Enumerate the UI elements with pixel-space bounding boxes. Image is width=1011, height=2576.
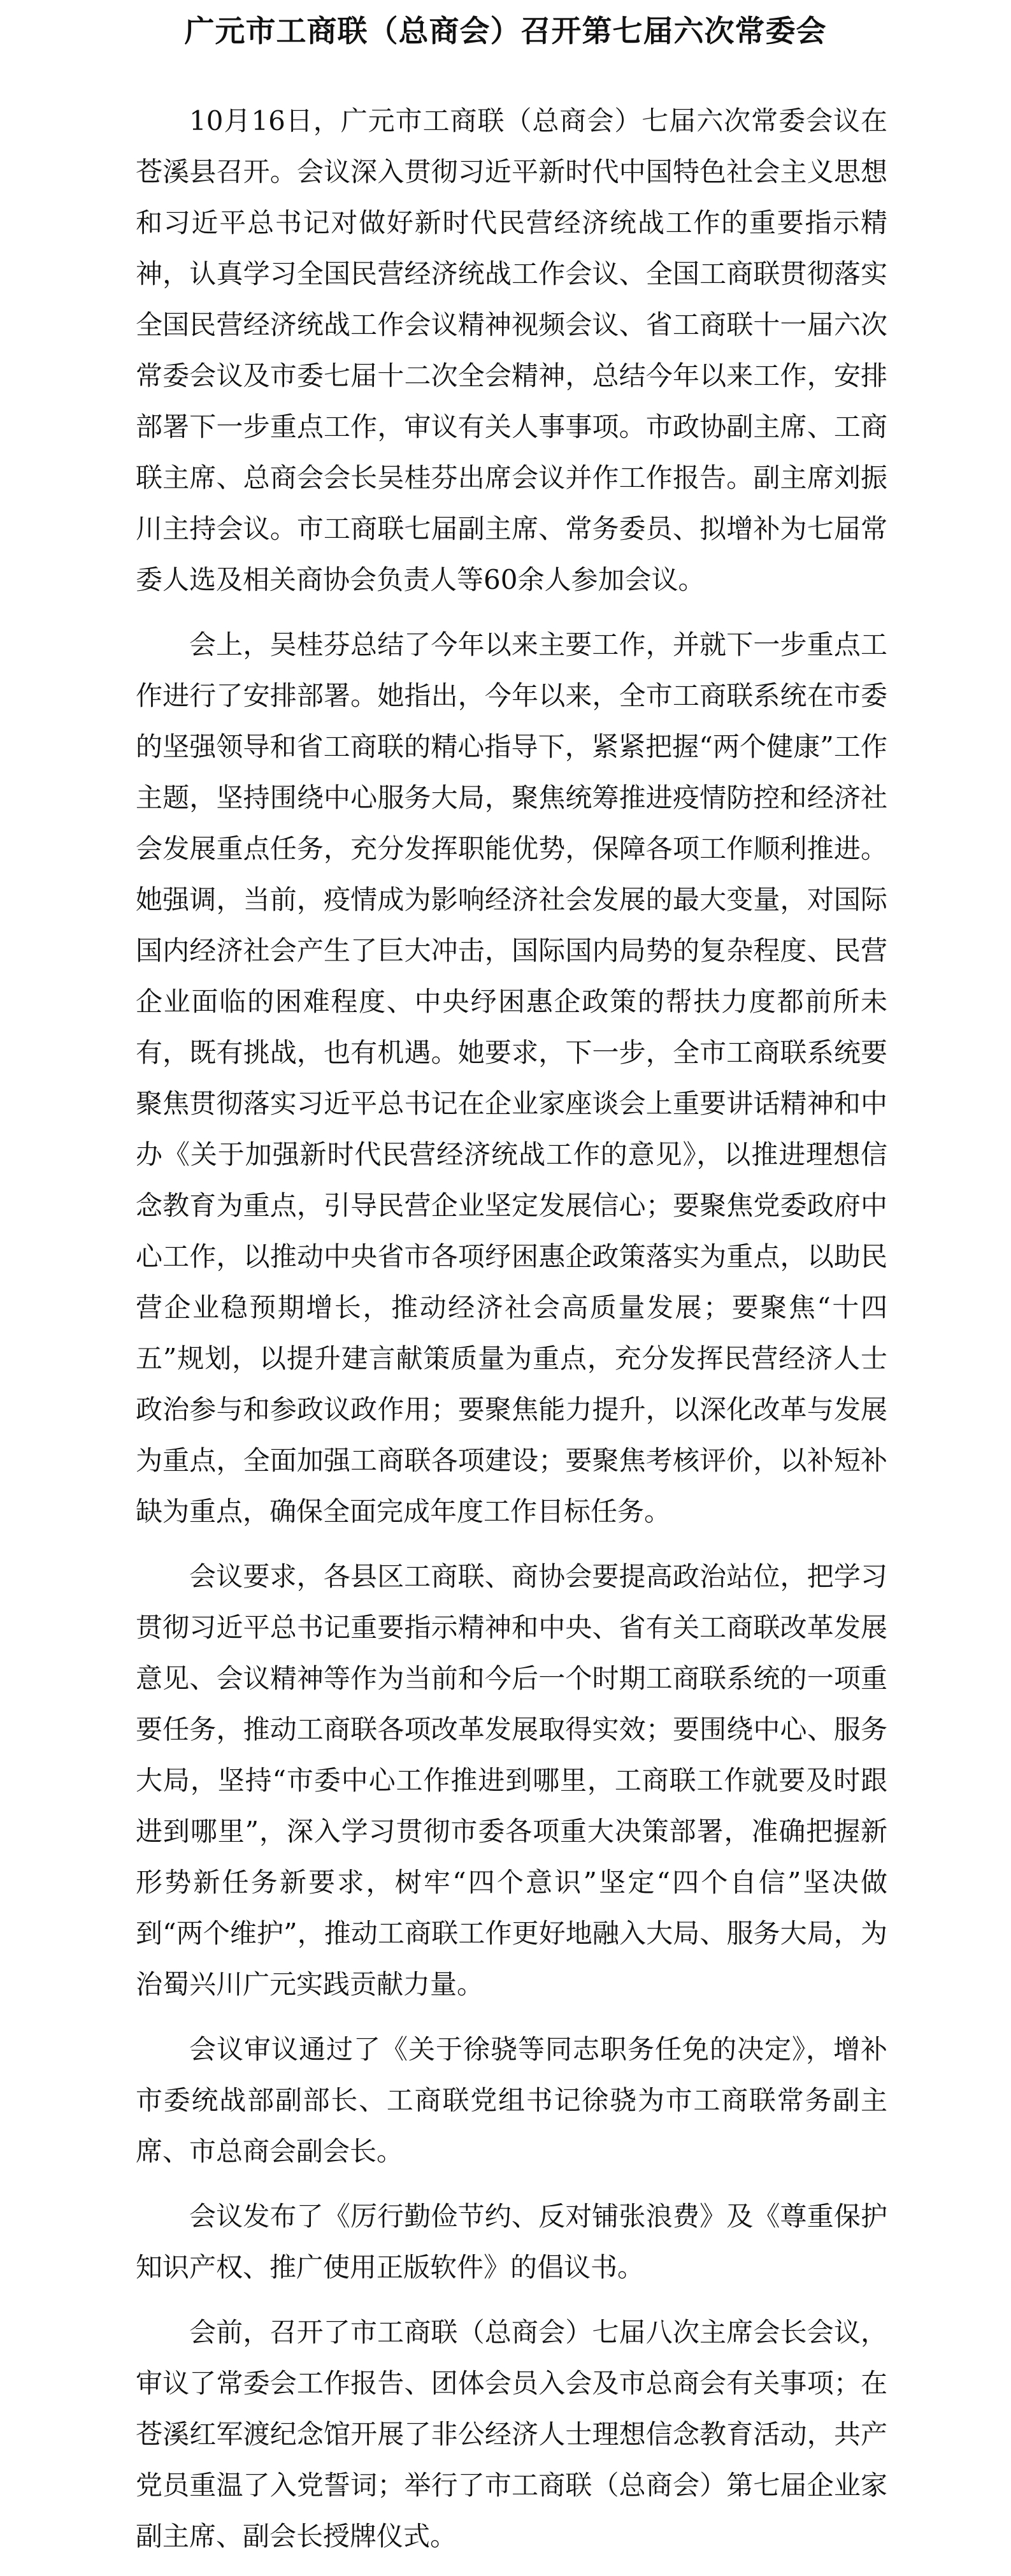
paragraph-3: 会议要求，各县区工商联、商协会要提高政治站位，把学习贯彻习近平总书记重要指示精神和中央、省有关工商联改革发展意见、会议精神等作为当前和今后一个时期工商联系统的一项重要任务，推动工商联各项改革发展取得实效；要围绕中心、服务大局，坚持“市委中心工作推进到哪里，工商联工作就要及时跟进到哪里”，深入学习贯彻市委各项重大决策部署，准确把握新形势新任务新要求，树牢“四个意识”坚定“四个自信”坚决做到“两个维护”，推动工商联工作更好地融入大局、服务大局，为治蜀兴川广元实践贡献力量。 <box>136 1561 887 2000</box>
paragraph-2: 会上，吴桂芬总结了今年以来主要工作，并就下一步重点工作进行了安排部署。她指出，今年以来，全市工商联系统在市委的坚强领导和省工商联的精心指导下，紧紧把握“两个健康”工作主题，坚持围绕中心服务大局，聚焦统筹推进疫情防控和经济社会发展重点任务，充分发挥职能优势，保障各项工作顺利推进。她强调，当前，疫情成为影响经济社会发展的最大变量，对国际国内经济社会产生了巨大冲击，国际国内局势的复杂程度、民营企业面临的困难程度、中央纾困惠企政策的帮扶力度都前所未有，既有挑战，也有机遇。她要求，下一步，全市工商联系统要聚焦贯彻落实习近平总书记在企业家座谈会上重要讲话精神和中办《关于加强新时代民营经济统战工作的意见》，以推进理想信念教育为重点，引导民营企业坚定发展信心；要聚焦党委政府中心工作，以推动中央省市各项纾困惠企政策落实为重点，以助民营企业稳预期增长，推动经济社会高质量发展；要聚焦“十四五”规划，以提升建言献策质量为重点，充分发挥民营经济人士政治参与和参政议政作用；要聚焦能力提升，以深化改革与发展为重点，全面加强工商联各项建设；要聚焦考核评价，以补短补缺为重点，确保全面完成年度工作目标任务。 <box>136 629 887 1527</box>
paragraph-5: 会议发布了《厉行勤俭节约、反对铺张浪费》及《尊重保护知识产权、推广使用正版软件》的倡议书。 <box>136 2201 887 2283</box>
article-title: 广元市工商联（总商会）召开第七届六次常委会 <box>184 14 827 49</box>
paragraph-4: 会议审议通过了《关于徐骁等同志职务任免的决定》，增补市委统战部副部长、工商联党组书记徐骁为市工商联常务副主席、市总商会副会长。 <box>136 2034 887 2167</box>
article-body <box>136 96 887 2576</box>
paragraph-1: 10月16日，广元市工商联（总商会）七届六次常委会议在苍溪县召开。会议深入贯彻习近平新时代中国特色社会主义思想和习近平总书记对做好新时代民营经济统战工作的重要指示精神，认真学习全国民营经济统战工作会议、全国工商联贯彻落实全国民营经济统战工作会议精神视频会议、省工商联十一届六次常委会议及市委七届十二次全会精神，总结今年以来工作，安排部署下一步重点工作，审议有关人事事项。市政协副主席、工商联主席、总商会会长吴桂芬出席会议并作工作报告。副主席刘振川主持会议。市工商联七届副主席、常务委员、拟增补为七届常委人选及相关商协会负责人等60余人参加会议。 <box>136 105 887 595</box>
paragraph-6: 会前，召开了市工商联（总商会）七届八次主席会长会议，审议了常委会工作报告、团体会员入会及市总商会有关事项；在苍溪红军渡纪念馆开展了非公经济人士理想信念教育活动，共产党员重温了入党誓词；举行了市工商联（总商会）第七届企业家副主席、副会长授牌仪式。 <box>136 2317 887 2552</box>
